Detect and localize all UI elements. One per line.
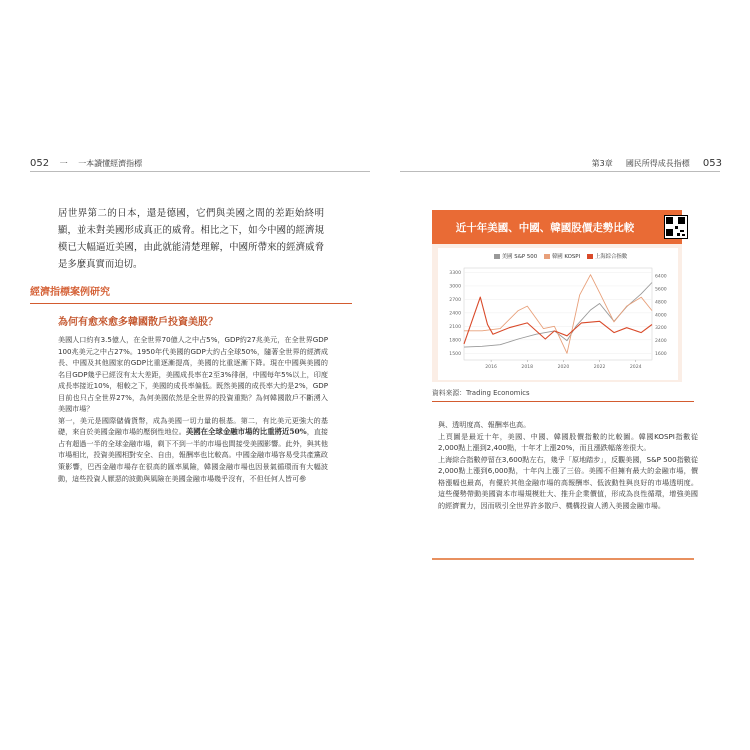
intro-paragraph <box>58 205 324 273</box>
chart-title-bar <box>432 210 682 244</box>
legend-label-kospi: 韓國 KOSPI <box>551 254 581 260</box>
right-chapter-title: 國民所得成長指標 <box>625 159 690 168</box>
chart-title: 近十年美國、中國、韓國股價走勢比較 <box>455 222 635 234</box>
emphasis-text: 美國在全球金融市場的比重將近50% <box>185 427 307 437</box>
qr-code-icon <box>664 215 688 239</box>
x-axis-tick-label: 2016 <box>485 365 497 370</box>
right-bottom-rule <box>432 558 694 560</box>
right-chapter: 第3章 <box>591 159 613 168</box>
x-axis-tick-label: 2020 <box>557 365 570 370</box>
case-study-section <box>30 283 352 304</box>
left-axis-tick-label: 3000 <box>449 284 461 290</box>
right-axis-tick-label: 6400 <box>655 274 667 280</box>
left-page-header: 052 一 一本讀懂經濟指標 <box>30 158 143 169</box>
right-axis-tick-label: 4000 <box>655 313 667 319</box>
plot-frame <box>464 268 652 360</box>
left-body-text <box>58 334 328 484</box>
left-axis-tick-label: 1500 <box>449 351 461 357</box>
chart-plot-area <box>438 248 678 380</box>
chart-figure <box>432 210 682 382</box>
left-book-title: 一本讀懂經濟指標 <box>78 159 143 168</box>
right-body-text <box>438 419 698 511</box>
x-axis-tick-label: 2022 <box>593 365 606 370</box>
left-axis-tick-label: 1800 <box>449 338 461 344</box>
left-axis-tick-label: 2400 <box>449 311 461 317</box>
right-page-header <box>592 158 722 169</box>
series-line-sp500 <box>464 283 652 348</box>
left-axis-tick-label: 2700 <box>449 297 461 303</box>
legend-swatch-sp500 <box>494 254 500 259</box>
legend-label-sp500: 美國 S&P 500 <box>501 254 538 260</box>
left-page-number: 052 <box>30 158 50 169</box>
legend-swatch-kospi <box>544 254 550 259</box>
section-divider <box>30 303 352 304</box>
legend-label-shanghai: 上海綜合指數 <box>594 254 628 260</box>
right-header-rule <box>400 171 720 172</box>
section-title: 經濟指標案例研究 <box>30 287 110 298</box>
right-axis-tick-label: 4800 <box>655 300 667 306</box>
section-question: 為何有愈來愈多韓國散戶投資美股？ <box>58 317 218 328</box>
chart-source-rule <box>432 401 694 402</box>
right-axis-tick-label: 1600 <box>655 352 667 358</box>
line-chart <box>438 262 678 380</box>
series-line-shanghai <box>464 297 652 344</box>
chart-source: 資料來源：Trading Economics <box>432 389 530 397</box>
chart-legend <box>438 252 678 260</box>
right-page-number: 053 <box>702 158 722 169</box>
left-paragraph-2-start: 第一，美元是國際儲備貨幣，成為美國一切力量的根基。第二，有比美元更強大的基礎，來自於美國金融市場的壓倒性地位。 <box>58 415 328 437</box>
intro-text: 居世界第二的日本，還是德國，它們與美國之間的差距始終明顯，並未對美國形成真正的威脅。相比之下，如今中國的經濟規模已大幅逼近美國，由此就能清楚理解，中國所帶來的經濟威脅是多麼真實而迫切。 <box>58 208 324 270</box>
left-paragraph-2 <box>58 415 328 484</box>
right-paragraph-2: 上海綜合指數停留在3,600點左右，幾乎「原地踏步」，反觀美國，S&P 500指數從2,000點上漲到6,000點，十年內上漲了三倍。美國不但擁有最大的金融市場，價格漲幅也最高，有優於其他金融市場的高報酬率、低波動性與良好的市場透明度。這些優勢帶動美國資本市場規模壯大、推升企業價值，形成為良性循環，增強美國的經濟實力，因而吸引全世界許多散戶、機構投資人湧入美國金融市場。 <box>438 454 698 510</box>
right-axis-tick-label: 3200 <box>655 326 667 332</box>
left-header-rule <box>30 171 370 172</box>
right-paragraph-1: 上頁圖是最近十年，美國、中國、韓國股價指數的比較圖。韓國KOSPI指數從2,000點上漲到2,400點，十年才上漲20%，而且漲跌幅落差很大。 <box>438 431 698 453</box>
x-axis-tick-label: 2018 <box>521 365 534 370</box>
left-paragraph-1: 美國人口約有3.5億人，在全世界70億人之中占5%，GDP約27兆美元，在全世界GDP 100兆美元之中占27%。1950年代美國的GDP大約占全球50%，隨著全世界的經濟成長、中國及其他國家的GDP比重逐漸提高，美國的比重逐漸下降。現在中國與美國的名目GDP幾乎已經沒有太大差距，美國成長率在2至3%徘徊，中國每年5%以上，印度成長率接近10%，相較之下，美國的成長率偏低。既然美國的成長率大約是2%，GDP目前也只占全世界27%，為何美國依然是全世界的投資重點？為何韓國散戶不斷湧入美國市場？ <box>58 335 328 414</box>
right-axis-tick-label: 5600 <box>655 287 667 293</box>
left-axis-tick-label: 2100 <box>449 324 461 330</box>
left-paragraph-2-end: ，直接占有超過一半的全球金融市場，剩下不到一半的市場也間接受美國影響。此外，與其他市場相比，投資美國相對安全、自由，報酬率也比較高。中國金融市場容易受共產黨政策影響，巴西金融市場存在很高的匯率風險，韓國金融市場也因景氣循環而有大幅波動，這些投資人厭惡的波動與風險在美國金融市場幾乎沒有，不但任何人皆可參 <box>58 427 329 483</box>
x-axis-tick-label: 2024 <box>629 365 642 370</box>
right-paragraph-0: 與、透明度高、報酬率也高。 <box>438 420 531 429</box>
legend-swatch-shanghai <box>587 254 593 259</box>
series-line-kospi <box>464 275 652 354</box>
left-axis-tick-label: 3300 <box>449 270 461 276</box>
right-axis-tick-label: 2400 <box>655 339 667 345</box>
